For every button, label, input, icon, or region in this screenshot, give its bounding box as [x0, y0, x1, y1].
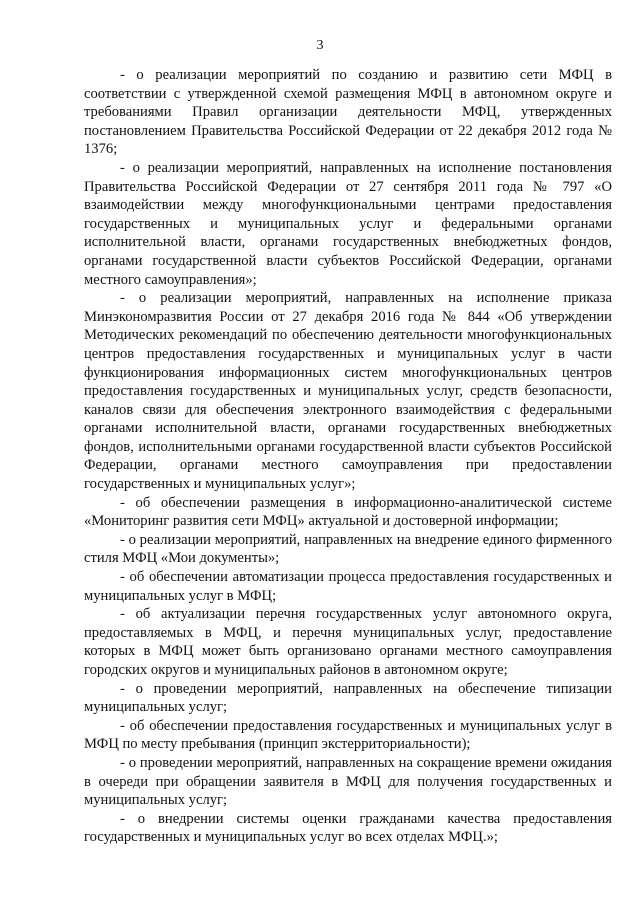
paragraph-extraterritoriality: - об обеспечении предоставления государственных и муниципальных услуг в МФЦ по месту пребывания (принцип экстерриториальности); — [84, 717, 612, 753]
paragraph-service-list: - об актуализации перечня государственных услуг автономного округа, предоставляемых в МФЦ, и перечня муниципальных услуг, предоставление которых в МФЦ может быть организовано органами местного самоуправления городских округов и муниципальных районов в автономном округе; — [84, 606, 612, 678]
paragraph-typification: - о проведении мероприятий, направленных на обеспечение типизации муниципальных услуг; — [84, 680, 612, 716]
paragraph-corporate-style: - о реализации мероприятий, направленных на внедрение единого фирменного стиля МФЦ «Мои документы»; — [84, 531, 612, 567]
document-body — [84, 66, 612, 847]
page-number: 3 — [316, 38, 324, 53]
paragraph-quality-assessment: - о внедрении системы оценки гражданами качества предоставления государственных и муниципальных услуг во всех отделах МФЦ.»; — [84, 810, 612, 846]
paragraph-order-844: - о реализации мероприятий, направленных на исполнение приказа Минэкономразвития России от 27 декабря 2016 года № 844 «Об утверждении Методических рекомендаций по обеспечению деятельности многофункциональных центров предоставления государственных и муниципальных услуг в части функционирования информационных систем многофункциональных центров предоставления государственных и муниципальных услуг, средств безопасности, каналов связи для обеспечения электронного взаимодействия с федеральными органами исполнительной власти, органами государственных внебюджетных фондов, исполнительными органами государственной власти субъектов Российской Федерации, органами местного самоуправления при предоставлении государственных и муниципальных услуг»; — [84, 290, 612, 493]
paragraph-queue-time: - о проведении мероприятий, направленных на сокращение времени ожидания в очереди при обращении заявителя в МФЦ для получения государственных и муниципальных услуг; — [84, 754, 612, 809]
paragraph-mfc-network: - о реализации мероприятий по созданию и развитию сети МФЦ в соответствии с утвержденной схемой размещения МФЦ в автономном округе и требованиями Правил организации деятельности МФЦ, утвержденных постановлением Правительства Российской Федерации от 22 декабря 2012 года № 1376; — [84, 67, 612, 158]
paragraph-resolution-797: - о реализации мероприятий, направленных на исполнение постановления Правительства Российской Федерации от 27 сентября 2011 года № 797 «О взаимодействии между многофункциональными центрами предоставления государственных и муниципальных услуг и федеральными органами исполнительной власти, органами государственных внебюджетных фондов, органами государственной власти субъектов Российской Федерации, органами местного самоуправления»; — [84, 159, 612, 288]
paragraph-monitoring-system: - об обеспечении размещения в информационно-аналитической системе «Мониторинг развития сети МФЦ» актуальной и достоверной информации; — [84, 494, 612, 530]
paragraph-automation: - об обеспечении автоматизации процесса предоставления государственных и муниципальных услуг в МФЦ; — [84, 569, 612, 604]
